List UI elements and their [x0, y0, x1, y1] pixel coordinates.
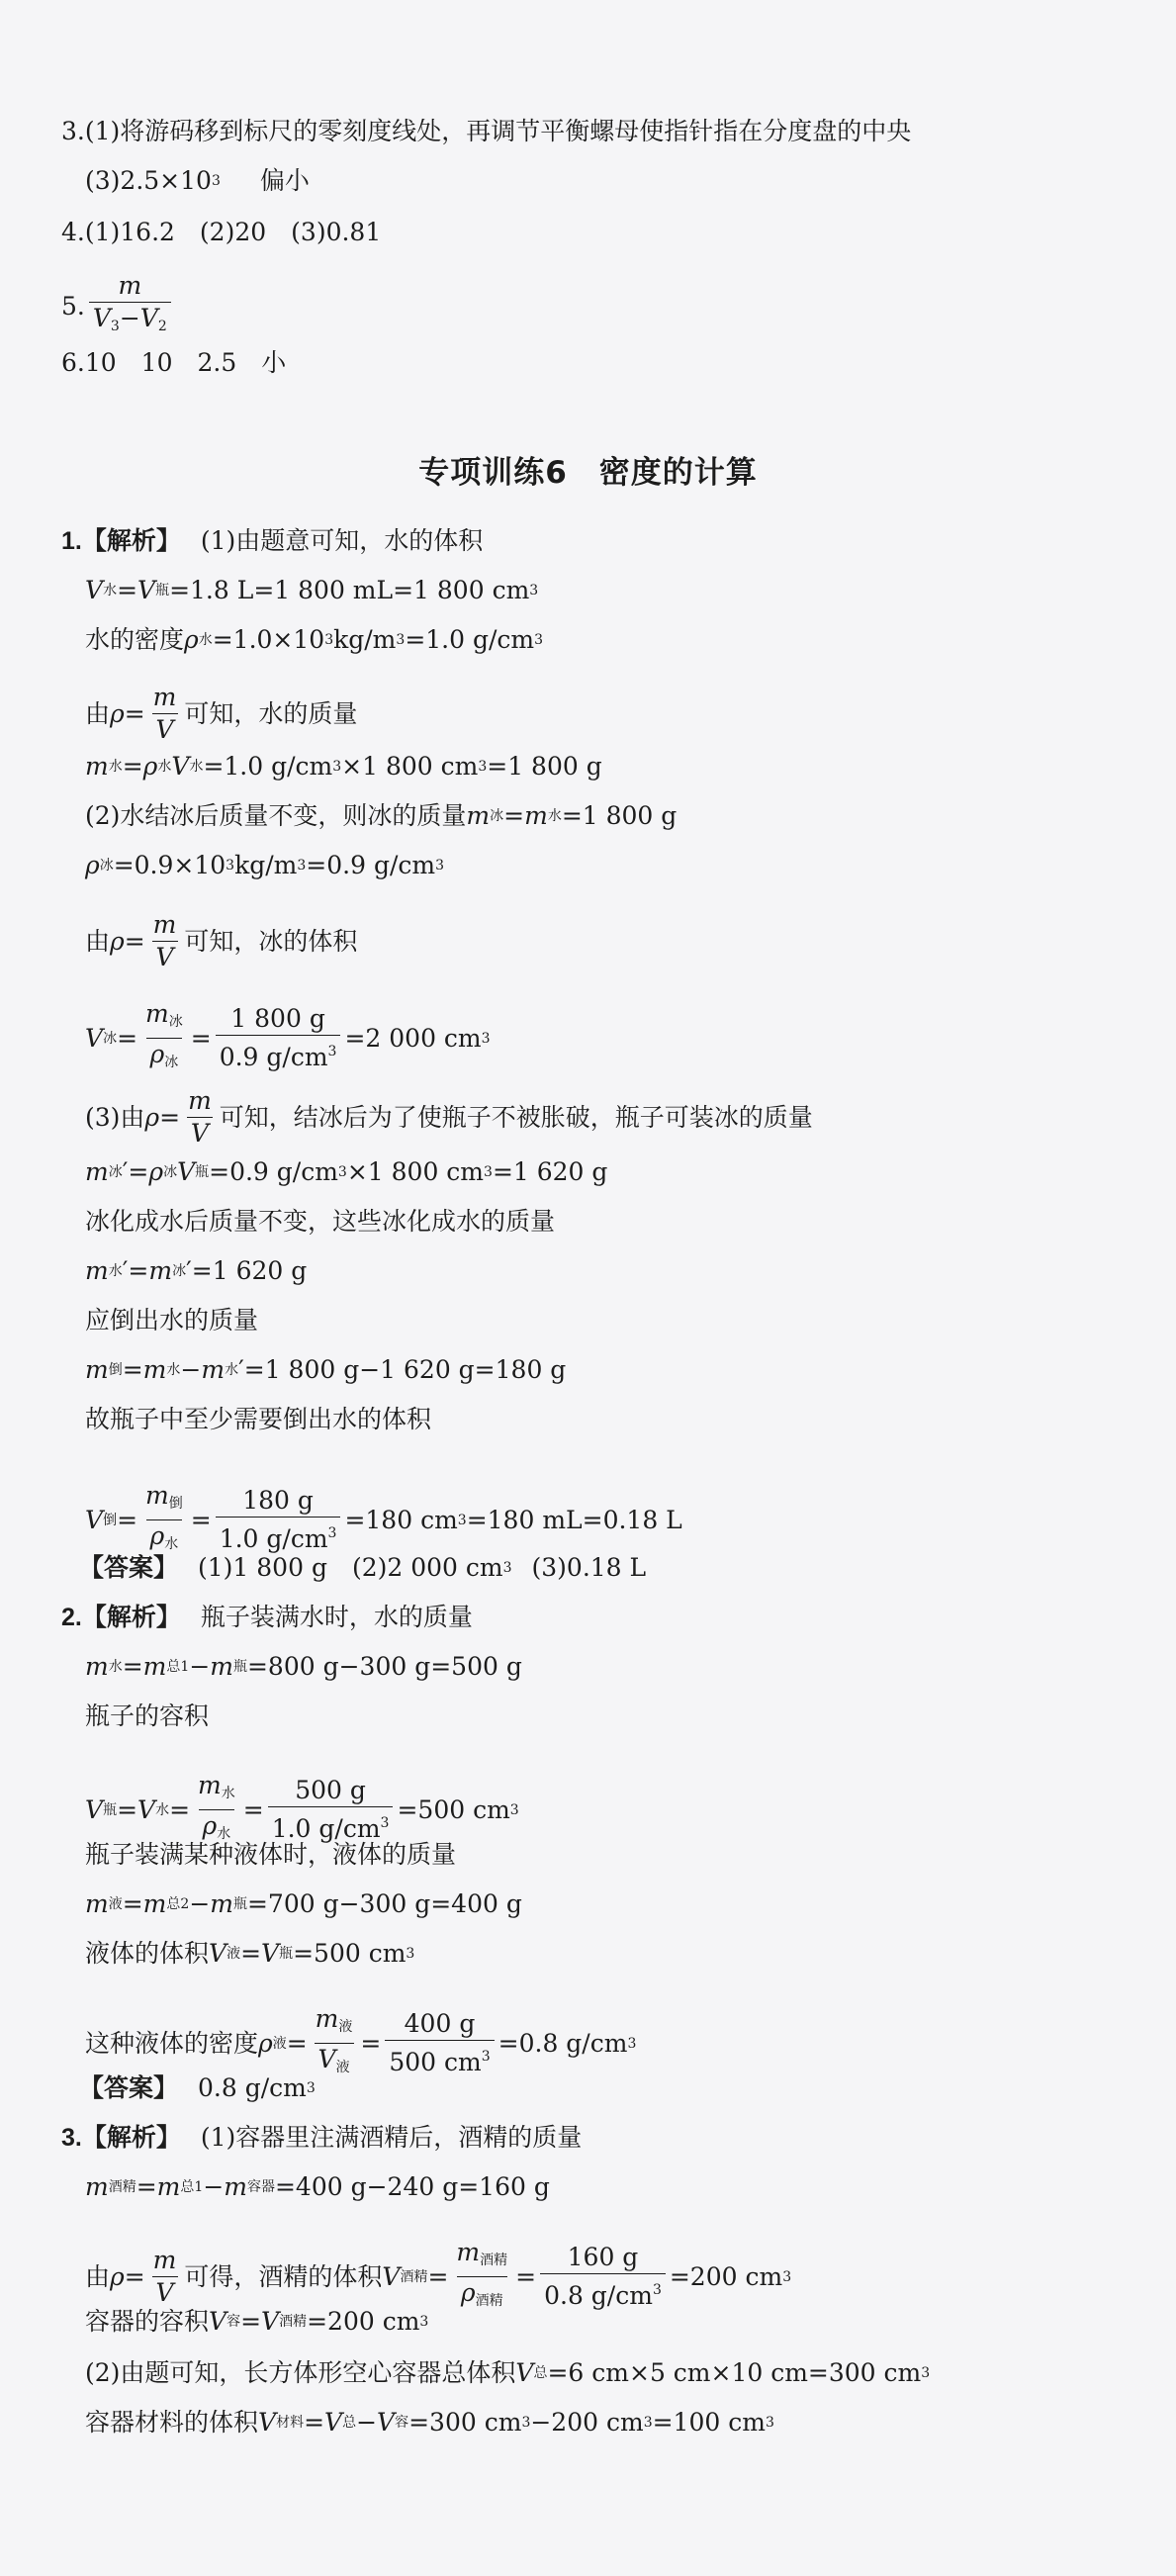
rho: ρ — [142, 752, 158, 781]
fraction — [141, 999, 187, 1077]
m: m — [152, 683, 177, 711]
q2-line4: V 瓶 = V 水 = $\frac{m_水}{\rho_水}$ = $\frac{500 g}{1.0 g/cm^3}$ =500 cm 3 — [85, 1771, 1176, 1849]
text: 瓶子的容积 — [85, 1702, 210, 1730]
sup: 3 — [324, 632, 334, 648]
sup: 3 — [529, 583, 539, 598]
V: V — [258, 2408, 277, 2437]
m: m — [210, 1652, 233, 1681]
sup: 3 — [327, 1525, 337, 1541]
sub: 水 — [108, 1263, 123, 1279]
text: =1 620 g — [492, 1157, 608, 1186]
sub: 冰 — [163, 1164, 178, 1180]
text: =0.9 g/cm — [306, 851, 436, 879]
section-title: 专项训练6 密度的计算 — [418, 455, 758, 491]
text: =700 g−300 g=400 g — [246, 1889, 522, 1918]
q2-line2: m 水 = m 总1 − m 瓶 =800 g−300 g=500 g — [85, 1650, 1176, 1684]
m: m — [85, 1652, 109, 1681]
fraction — [216, 1004, 341, 1072]
m: m — [142, 1355, 167, 1384]
sub: 瓶 — [232, 1896, 247, 1912]
sup: 3 — [380, 1815, 390, 1831]
sub: 水 — [221, 1786, 235, 1801]
sup: 3 — [457, 1512, 467, 1528]
rho: ρ — [184, 625, 199, 654]
sup: 3 — [297, 858, 307, 874]
text: =2 000 cm — [344, 1023, 482, 1053]
q2-answer — [79, 2071, 1176, 2105]
prime: ′ — [122, 1256, 129, 1285]
text: 由 — [85, 2261, 111, 2291]
sub: 瓶 — [232, 1659, 247, 1675]
text: =1 800 g−1 620 g=180 g — [243, 1355, 567, 1384]
q2-line6: m 液 = m 总2 − m 瓶 =700 g−300 g=400 g — [85, 1887, 1176, 1921]
sup: 3 — [534, 632, 544, 648]
text: (1)容器里注满酒精后，酒精的质量 — [200, 2123, 583, 2152]
V: V — [85, 1023, 104, 1053]
sub: 容器 — [246, 2179, 275, 2195]
sub: 瓶 — [279, 1946, 294, 1962]
m: m — [315, 2004, 339, 2033]
m: m — [466, 801, 491, 830]
V: V — [515, 2358, 534, 2387]
V: V — [209, 2307, 227, 2336]
V: V — [92, 304, 111, 332]
q3-header — [61, 2121, 1176, 2155]
sub: 水 — [164, 1536, 179, 1552]
sup: 3 — [782, 2268, 792, 2285]
V: V — [171, 752, 190, 781]
sub: 总1 — [166, 1659, 190, 1675]
prime: ′ — [122, 1157, 129, 1186]
text: =180 mL=0.18 L — [466, 1505, 682, 1534]
sub: 容 — [395, 2415, 409, 2431]
text: 5. — [61, 291, 85, 321]
sup: 3 — [627, 2035, 637, 2052]
sup: 3 — [481, 2049, 491, 2065]
text: 瓶子装满某种液体时，液体的质量 — [85, 1840, 457, 1869]
label: 2.【解析】 — [61, 1604, 181, 1631]
sub: 水 — [166, 1362, 181, 1378]
text: 可知，冰的体积 — [184, 926, 358, 956]
V: V — [317, 2045, 336, 2073]
sub: 总2 — [166, 1896, 190, 1912]
text: 液体的体积 — [85, 1939, 210, 1968]
q3-line6: 容器材料的体积 V 材料 = V 总 − V 容 =300 cm 3 −200 cm 3 =100 cm 3 — [85, 2406, 1176, 2439]
V: V — [382, 2261, 401, 2291]
m: m — [152, 2246, 177, 2274]
sub: 倒 — [168, 1496, 183, 1512]
q1-line8: 由 ρ = $\frac{m}{V}$ 可知，冰的体积 — [85, 910, 358, 971]
fraction — [149, 683, 181, 745]
text: =200 cm — [669, 2261, 783, 2291]
sub: 液 — [226, 1946, 241, 1962]
q1-answer — [79, 1551, 1176, 1585]
text: =1.0 g/cm — [203, 752, 333, 781]
text: 可知，结冰后为了使瓶子不被胀破，瓶子可装冰的质量 — [219, 1102, 813, 1132]
num: 1 800 g — [230, 1004, 325, 1033]
rho: ρ — [85, 851, 100, 879]
q2-line8: 这种液体的密度 ρ 液 = $\frac{m_液}{V_液}$ = $\frac{400 g}{500 cm^3}$ =0.8 g/cm 3 — [85, 2004, 1176, 2082]
sub: 总 — [533, 2365, 548, 2381]
fraction — [141, 1481, 187, 1559]
sub: 倒 — [103, 1512, 118, 1528]
fraction — [540, 2243, 666, 2311]
sub: 水 — [108, 1659, 123, 1675]
fraction — [184, 1086, 216, 1149]
text: 1.0 g/cm — [271, 1814, 381, 1843]
q1-line2: V 水 = V 瓶 =1.8 L=1 800 mL=1 800 cm 3 — [85, 574, 1176, 607]
m: m — [198, 1771, 222, 1799]
m: m — [456, 2238, 481, 2266]
m: m — [118, 271, 142, 300]
sub: 倒 — [108, 1362, 123, 1378]
rho: ρ — [202, 1811, 218, 1840]
q1-line7 — [85, 849, 1176, 882]
text: ×1 800 cm — [341, 752, 479, 781]
sup: 3 — [481, 1030, 491, 1047]
text: 应倒出水的质量 — [85, 1306, 259, 1334]
sub: 液 — [338, 2019, 353, 2035]
m: m — [156, 2172, 181, 2201]
sub: 水 — [225, 1362, 239, 1378]
q1-line16 — [85, 1403, 1176, 1436]
text: =1.0 g/cm — [405, 625, 535, 654]
sub: 水 — [189, 759, 204, 775]
fraction — [385, 2009, 494, 2077]
text: 6.10 10 2.5 小 — [61, 348, 287, 377]
V: V — [139, 304, 158, 332]
label: 【答案】 — [79, 2074, 179, 2102]
m: m — [148, 1256, 173, 1285]
text: 由 — [85, 698, 111, 728]
sub: 冰 — [164, 1055, 179, 1070]
V: V — [209, 1939, 227, 1968]
m: m — [210, 1889, 233, 1918]
fraction — [149, 2246, 181, 2308]
sub: 容 — [226, 2314, 241, 2330]
sub: 水 — [547, 808, 562, 824]
V: V — [177, 1157, 196, 1186]
q1-header — [61, 524, 1176, 558]
text: =800 g−300 g=500 g — [246, 1652, 522, 1681]
rho: ρ — [149, 1040, 165, 1068]
m: m — [85, 1157, 109, 1186]
text: (2)水结冰后质量不变，则冰的质量 — [85, 801, 467, 830]
q1-line12 — [85, 1205, 1176, 1239]
m: m — [85, 752, 109, 781]
V: V — [155, 2278, 174, 2307]
q1-line17: V 倒 = $\frac{m_倒}{\rho_水}$ = $\frac{180 g}{1.0 g/cm^3}$ =180 cm 3 =180 mL=0.18 L — [85, 1481, 1176, 1559]
text: 容器材料的体积 — [85, 2408, 259, 2437]
m: m — [85, 1256, 109, 1285]
rho: ρ — [460, 2278, 476, 2307]
sup: 3 — [332, 759, 342, 775]
m: m — [85, 1889, 109, 1918]
sub: 冰 — [172, 1263, 187, 1279]
text: 0.8 g/cm — [198, 2073, 307, 2102]
sub: 液 — [108, 1896, 123, 1912]
sub: 冰 — [99, 858, 114, 874]
q2-line5 — [85, 1838, 1176, 1872]
q3-line4: 容器的容积 V 容 = V 酒精 =200 cm 3 — [85, 2305, 1176, 2339]
sup: 3 — [211, 173, 221, 189]
m: m — [142, 1652, 167, 1681]
m: m — [85, 2172, 109, 2201]
text: =0.8 g/cm — [498, 2028, 628, 2058]
rho: ρ — [149, 1521, 165, 1550]
sup: 3 — [306, 2080, 316, 2096]
q1-line10: (3)由 ρ = $\frac{m}{V}$ 可知，结冰后为了使瓶子不被胀破，瓶子可装冰的质量 — [85, 1086, 813, 1148]
V: V — [137, 576, 156, 604]
V: V — [137, 1794, 156, 1824]
text: =0.9 g/cm — [209, 1157, 338, 1186]
label: 3.【解析】 — [61, 2124, 181, 2152]
q1-line3 — [85, 623, 1176, 657]
num: 500 g — [295, 1776, 366, 1804]
sup: 3 — [921, 2365, 931, 2381]
q1-line11: m 冰 ′ = ρ 冰 V 瓶 =0.9 g/cm 3 ×1 800 cm 3 =1 620 g — [85, 1155, 1176, 1189]
answer-3-1 — [61, 115, 1176, 148]
q1-line15: m 倒 = m 水 − m 水 ′ =1 800 g−1 620 g=180 g — [85, 1353, 1176, 1387]
V: V — [261, 2307, 280, 2336]
sub: 酒精 — [108, 2179, 136, 2195]
rho: ρ — [144, 1102, 160, 1132]
V: V — [377, 2408, 396, 2437]
sup: 3 — [509, 1801, 519, 1818]
text: =500 cm — [293, 1939, 407, 1968]
text: =1 620 g — [191, 1256, 308, 1285]
sub: 冰 — [490, 808, 504, 824]
sup: 3 — [502, 1560, 512, 1576]
text: 3.(1)将游码移到标尺的零刻度线处，再调节平衡螺母使指针指在分度盘的中央 — [61, 117, 912, 145]
V: V — [85, 576, 104, 604]
V: V — [155, 715, 174, 744]
num: 160 g — [567, 2243, 639, 2271]
sub: 瓶 — [155, 583, 170, 598]
rho: ρ — [148, 1157, 164, 1186]
text: kg/m — [333, 625, 397, 654]
answer-4 — [61, 216, 1176, 249]
sub: 酒精 — [279, 2314, 308, 2330]
sub: 水 — [108, 759, 123, 775]
text: =6 cm×5 cm×10 cm=300 cm — [547, 2358, 922, 2387]
rho: ρ — [110, 2261, 125, 2291]
text: =200 cm — [307, 2307, 420, 2336]
text: (1)1 800 g (2)2 000 cm — [198, 1553, 503, 1582]
rho: ρ — [110, 926, 125, 956]
m: m — [224, 2172, 247, 2201]
text: 瓶子装满水时，水的质量 — [200, 1603, 473, 1631]
q1-line14 — [85, 1304, 1176, 1337]
q2-line3 — [85, 1700, 1176, 1733]
V: V — [85, 1794, 104, 1824]
text: =0.9×10 — [113, 851, 226, 879]
sub: 水 — [103, 583, 118, 598]
prime: ′ — [186, 1256, 192, 1285]
q3-line3: 由 ρ = $\frac{m}{V}$ 可得，酒精的体积 V 酒精 = $\frac{m_{酒精}}{\rho_{酒精}}$ = $\frac{160 g}{0.8 g/cm^3}$ =200 cm 3 — [85, 2238, 1176, 2316]
q1-line5: m 水 = ρ 水 V 水 =1.0 g/cm 3 ×1 800 cm 3 =1 800 g — [85, 750, 1176, 783]
m: m — [145, 1481, 169, 1510]
sub: 材料 — [276, 2415, 305, 2431]
text: 可知，水的质量 — [184, 698, 358, 728]
fraction: $\frac{m}{V_3-V_2}$ — [89, 271, 171, 341]
sup: 3 — [396, 632, 406, 648]
text: =1 800 g — [487, 752, 602, 781]
sub: 总 — [342, 2415, 357, 2431]
text: (3)0.18 L — [531, 1553, 647, 1582]
sub: 瓶 — [195, 1164, 210, 1180]
q1-line4: 由 ρ = $\frac{m}{V}$ 可知，水的质量 — [85, 683, 358, 744]
sub: 水 — [157, 759, 172, 775]
q1-line13: m 水 ′ = m 冰 ′ =1 620 g — [85, 1254, 1176, 1288]
sup: 3 — [484, 1164, 493, 1180]
rho: ρ — [258, 2028, 273, 2058]
text: 0.8 g/cm — [544, 2281, 653, 2310]
sub: 酒精 — [475, 2293, 503, 2309]
q1-line9: V 冰 = $\frac{m_冰}{\rho_冰}$ = $\frac{1 800 g}{0.9 g/cm^3}$ =2 000 cm 3 — [85, 999, 1176, 1077]
text: (3)由 — [85, 1102, 145, 1132]
m: m — [85, 1355, 109, 1384]
sup: 3 — [406, 1946, 415, 1962]
text: (2)由题可知，长方体形空心容器总体积 — [85, 2358, 516, 2387]
answer-5 — [61, 271, 1176, 341]
sub: 液 — [272, 2035, 287, 2052]
text: 可得，酒精的体积 — [184, 2261, 383, 2291]
V: V — [85, 1505, 104, 1534]
text: =500 cm — [397, 1794, 510, 1824]
q1-line6: (2)水结冰后质量不变，则冰的质量 m 冰 = m 水 =1 800 g — [85, 799, 1176, 833]
sub: 液 — [335, 2060, 350, 2075]
text: =300 cm — [408, 2408, 522, 2437]
text: 偏小 — [259, 166, 310, 195]
text: 4.(1)16.2 (2)20 (3)0.81 — [61, 218, 382, 246]
V: V — [155, 943, 174, 971]
sub: 水 — [198, 632, 213, 648]
fraction — [149, 910, 181, 972]
text: =1.8 L=1 800 mL=1 800 cm — [169, 576, 530, 604]
sub: 冰 — [103, 1030, 118, 1047]
sup: 3 — [643, 2415, 653, 2431]
sup: 3 — [226, 858, 235, 874]
sup: 3 — [327, 1044, 337, 1059]
text: 容器的容积 — [85, 2307, 210, 2336]
answer-3-3 — [85, 164, 1176, 198]
m: m — [142, 1889, 167, 1918]
m: m — [201, 1355, 226, 1384]
sub: 酒精 — [480, 2253, 508, 2268]
text: 由 — [85, 926, 111, 956]
text: =1 800 g — [561, 801, 678, 830]
q3-line2: m 酒精 = m 总1 − m 容器 =400 g−240 g=160 g — [85, 2170, 1176, 2204]
sub: 冰 — [168, 1014, 183, 1030]
m: m — [145, 999, 169, 1028]
rho: ρ — [110, 698, 125, 728]
q2-line7: 液体的体积 V 液 = V 瓶 =500 cm 3 — [85, 1937, 1176, 1971]
text: =180 cm — [344, 1505, 458, 1534]
text: 0.9 g/cm — [219, 1043, 328, 1071]
text: 1.0 g/cm — [219, 1524, 328, 1553]
text: 这种液体的密度 — [85, 2028, 259, 2058]
text: (1)由题意可知，水的体积 — [200, 526, 484, 555]
sup: 3 — [337, 1164, 347, 1180]
m: m — [188, 1086, 212, 1115]
text: ×1 800 cm — [346, 1157, 485, 1186]
text: kg/m — [234, 851, 298, 879]
text: 故瓶子中至少需要倒出水的体积 — [85, 1405, 432, 1433]
q3-line5 — [85, 2356, 1176, 2390]
text: =400 g−240 g=160 g — [274, 2172, 550, 2201]
sup: 3 — [765, 2415, 774, 2431]
text: 500 cm — [389, 2048, 482, 2076]
sub: 水 — [217, 1826, 231, 1842]
text: −200 cm — [530, 2408, 644, 2437]
m: m — [524, 801, 548, 830]
text: =1.0×10 — [212, 625, 325, 654]
label: 【答案】 — [79, 1554, 179, 1582]
m: m — [152, 910, 177, 939]
num: 400 g — [404, 2009, 476, 2038]
fraction — [268, 1776, 394, 1844]
prime: ′ — [238, 1355, 244, 1384]
q2-header — [61, 1601, 1176, 1634]
V: V — [190, 1119, 209, 1148]
sup: 3 — [521, 2415, 531, 2431]
sup: 3 — [419, 2314, 429, 2330]
text: =100 cm — [652, 2408, 766, 2437]
num: 180 g — [242, 1486, 314, 1515]
answer-6 — [61, 346, 1176, 380]
label: 1.【解析】 — [61, 527, 181, 555]
fraction — [216, 1486, 341, 1554]
sub: 水 — [155, 1801, 170, 1818]
sup: 3 — [652, 2282, 662, 2298]
text: 冰化成水后质量不变，这些冰化成水的质量 — [85, 1207, 556, 1236]
text: (3)2.5×10 — [85, 166, 212, 195]
V: V — [324, 2408, 343, 2437]
sup: 3 — [435, 858, 445, 874]
text: 水的密度 — [85, 625, 185, 654]
V: V — [261, 1939, 280, 1968]
sub: 酒精 — [400, 2268, 428, 2285]
sub: 瓶 — [103, 1801, 118, 1818]
sup: 3 — [478, 759, 488, 775]
sub: 冰 — [108, 1164, 123, 1180]
sub: 总1 — [180, 2179, 204, 2195]
